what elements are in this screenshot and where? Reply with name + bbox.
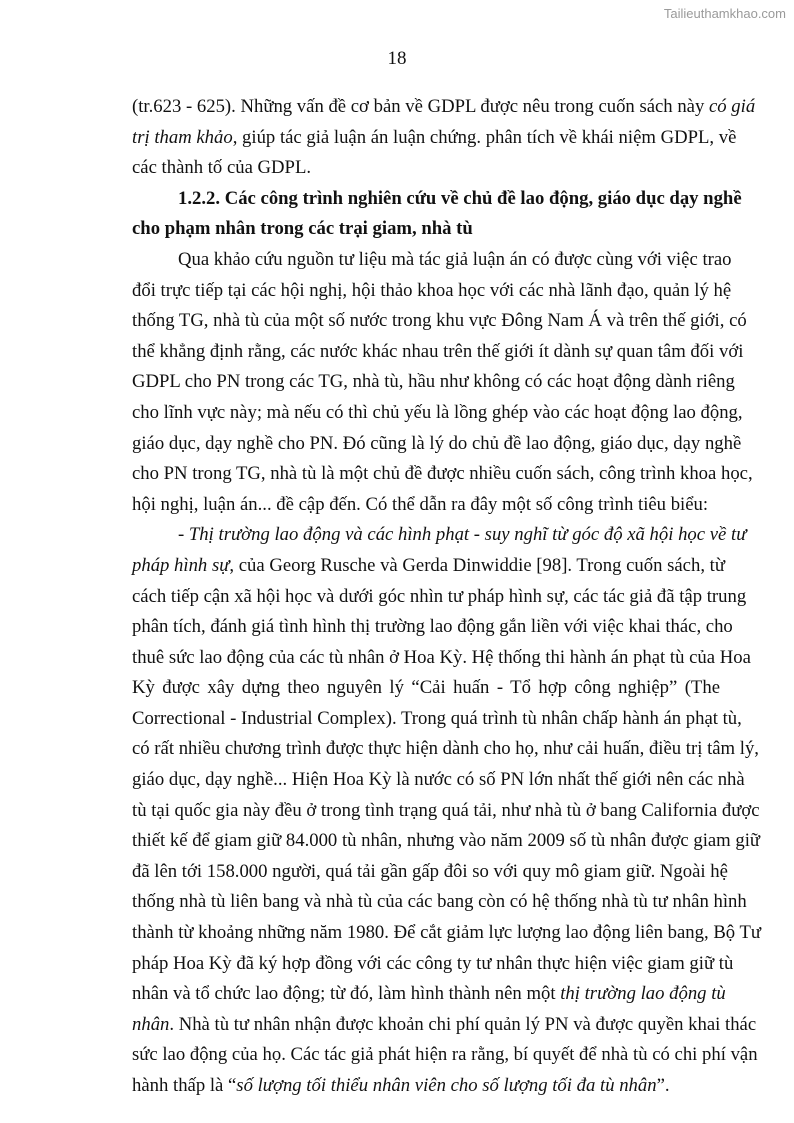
p3-line-19: hành thấp là “số lượng tối thiểu nhân viên cho số lượng tối đa tù nhân”. <box>132 1075 670 1096</box>
p3-line: thành từ khoảng những năm 1980. Để cắt giảm lực lượng lao động liên bang, Bộ Tư <box>132 922 762 944</box>
p2-line: cho lĩnh vực này; mà nếu có thì chủ yếu là lồng ghép vào các hoạt động lao động, <box>132 401 743 423</box>
p3-line: tù tại quốc gia này đều ở trong tình trạng quá tải, như nhà tù ở bang California được <box>132 799 760 821</box>
p3-line: thiết kế để giam giữ 84.000 tù nhân, nhưng vào năm 2009 số tù nhân được giam giữ <box>132 830 761 852</box>
p2-line: hội nghị, luận án... đề cập đến. Có thể dẫn ra đây một số công trình tiêu biểu: <box>132 493 709 515</box>
section-heading-line-2: cho phạm nhân trong các trại giam, nhà tù <box>132 218 473 240</box>
p3-line-16: nhân và tổ chức lao động; từ đó, làm hình thành nên một thị trường lao động tù <box>132 983 726 1005</box>
p2-line: thể khẳng định rằng, các nước khác nhau trên thế giới ít dành sự quan tâm đối với <box>132 340 744 362</box>
watermark: Tailieuthamkhao.com <box>663 6 786 21</box>
p2-line: Qua khảo cứu nguồn tư liệu mà tác giả luận án có được cùng với việc trao <box>178 248 732 270</box>
p2-line: đổi trực tiếp tại các hội nghị, hội thảo khoa học với các nhà lãnh đạo, quản lý hệ <box>132 279 732 301</box>
p3-line-17: nhân. Nhà tù tư nhân nhận được khoản chi phí quản lý PN và được quyền khai thác <box>132 1013 757 1035</box>
p3-line: Kỳ được xây dựng theo nguyên lý “Cải huấn - Tổ hợp công nghiệp” (The <box>132 677 720 699</box>
p2-line: giáo dục, dạy nghề cho PN. Đó cũng là lý do chủ đề lao động, giáo dục, dạy nghề <box>132 432 742 454</box>
p3-line: phân tích, đánh giá tình hình thị trường lao động gắn liền với việc khai thác, cho <box>132 616 733 638</box>
p3-line: có rất nhiều chương trình được thực hiện dành cho họ, như cải huấn, điều trị tâm lý, <box>132 738 759 760</box>
p2-line: thống TG, nhà tù của một số nước trong khu vực Đông Nam Á và trên thế giới, có <box>132 310 747 332</box>
p3-line-1: - Thị trường lao động và các hình phạt - suy nghĩ từ góc độ xã hội học về tư <box>178 524 747 546</box>
p3-line-18: sức lao động của họ. Các tác giả phát hiện ra rằng, bí quyết để nhà tù có chi phí vận <box>132 1044 758 1066</box>
p3-line: cách tiếp cận xã hội học và dưới góc nhìn tư pháp hình sự, các tác giả đã tập trung <box>132 585 747 607</box>
p3-line: thống nhà tù liên bang và nhà tù của các bang còn có hệ thống nhà tù tư nhân hình <box>132 891 747 913</box>
document-body <box>132 92 762 1102</box>
p2-line: GDPL cho PN trong các TG, nhà tù, hầu như không có các hoạt động dành riêng <box>132 371 735 393</box>
p1-line-3: các thành tố của GDPL. <box>132 157 312 179</box>
p1-line-2: trị tham khảo, giúp tác giả luận án luận chứng. phân tích về khái niệm GDPL, về <box>132 126 737 148</box>
p3-line: thuê sức lao động của các tù nhân ở Hoa Kỳ. Hệ thống thi hành án phạt tù của Hoa <box>132 646 751 668</box>
p3-line-2: pháp hình sự, của Georg Rusche và Gerda Dinwiddie [98]. Trong cuốn sách, từ <box>132 554 725 576</box>
page-number: 18 <box>387 48 407 69</box>
p3-line: Correctional - Industrial Complex). Trong quá trình tù nhân chấp hành án phạt tù, <box>132 707 742 729</box>
p3-line: pháp Hoa Kỳ đã ký hợp đồng với các công ty tư nhân thực hiện việc giam giữ tù <box>132 952 734 974</box>
p1-line-1: (tr.623 - 625). Những vấn đề cơ bản về GDPL được nêu trong cuốn sách này có giá <box>132 96 756 117</box>
p3-line: đã lên tới 158.000 người, quá tải gần gấp đôi so với quy mô giam giữ. Ngoài hệ <box>132 860 728 882</box>
p2-line: cho PN trong TG, nhà tù là một chủ đề được nhiều cuốn sách, công trình khoa học, <box>132 463 753 485</box>
section-heading-line-1: 1.2.2. Các công trình nghiên cứu về chủ đề lao động, giáo dục dạy nghề <box>178 187 742 209</box>
p3-line: giáo dục, dạy nghề... Hiện Hoa Kỳ là nước có số PN lớn nhất thế giới nên các nhà <box>132 769 745 791</box>
